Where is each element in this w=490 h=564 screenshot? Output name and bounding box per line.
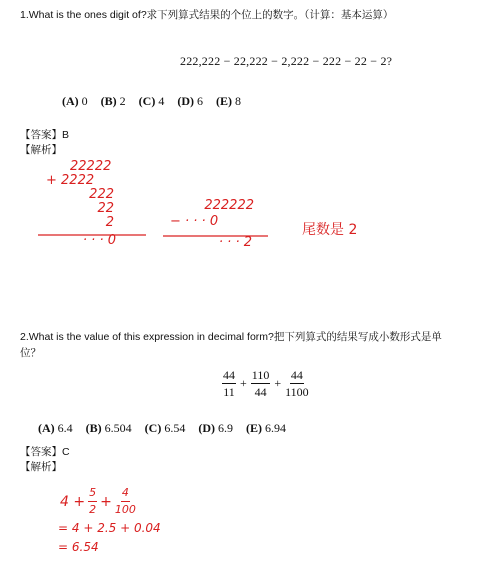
q2-work-line1: 4 + $\frac{5}{2}$ + $\frac{4}{100}$ (60, 486, 136, 516)
q2-work-line2: = 4 + 2.5 + 0.04 (58, 521, 161, 535)
q1-work-line: · · · 2 (218, 235, 252, 250)
plus-sign: + (240, 376, 247, 390)
q2-choice-b: (B) 6.504 (85, 421, 132, 435)
q1-choice-a: (A) 0 (62, 94, 88, 108)
plus-sign: + (274, 376, 282, 390)
q1-work-line: 222222 (204, 198, 254, 213)
q1-choice-b: (B) 2 (100, 94, 126, 108)
q1-work-line: 22 (97, 201, 114, 216)
q2-choice-e: (E) 6.94 (246, 421, 287, 435)
q2-choice-a: (A) 6.4 (38, 421, 73, 435)
q1-work-line: 2 (105, 215, 114, 230)
q2-choices (38, 421, 299, 436)
q2-choice-d: (D) 6.9 (198, 421, 234, 435)
q1-answer: 【答案】B (20, 129, 70, 141)
q1-choice-d: (D) 6 (177, 94, 204, 108)
q2-fraction-1: $\frac{44}{11}$ (223, 368, 235, 399)
q2-choice-c: (C) 6.54 (144, 421, 186, 435)
q1-work-line: − · · · 0 (170, 214, 219, 229)
q2-analysis-label: 【解析】 (20, 461, 62, 473)
q1-analysis-label: 【解析】 (20, 144, 62, 156)
q1-expression: 222,222 − 22,222 − 2,222 − 222 − 22 − 2? (180, 54, 393, 68)
q1-choice-c: (C) 4 (138, 94, 165, 108)
q2-work-fraction-2: $\frac{4}{100}$ (114, 486, 136, 516)
q2-work-fraction-1: $\frac{5}{2}$ (89, 486, 97, 516)
q1-work-line: · · · 0 (82, 233, 116, 248)
q1-work-line: 22222 (70, 159, 112, 174)
q2-title-line2: 位？ (20, 347, 41, 359)
q2-expression (222, 368, 309, 399)
q1-choice-e: (E) 8 (216, 94, 242, 108)
q1-work-line: 222 (89, 187, 114, 202)
q2-work-line3: = 6.54 (58, 540, 99, 554)
q1-title: 1.What is the ones digit of?求下列算式结果的个位上的数字。（计算：基本运算） (20, 9, 394, 21)
q2-answer: 【答案】C (20, 446, 70, 458)
q1-work-note: 尾数是 2 (302, 222, 358, 238)
q2-fraction-3: $\frac{44}{1100}$ (285, 368, 309, 399)
q2-title-line1: 2.What is the value of this expression in decimal form?把下列算式的结果写成小数形式是单 (20, 331, 442, 343)
q1-work-line: + 2222 (46, 173, 95, 188)
q2-fraction-2: $\frac{110}{44}$ (251, 368, 270, 399)
